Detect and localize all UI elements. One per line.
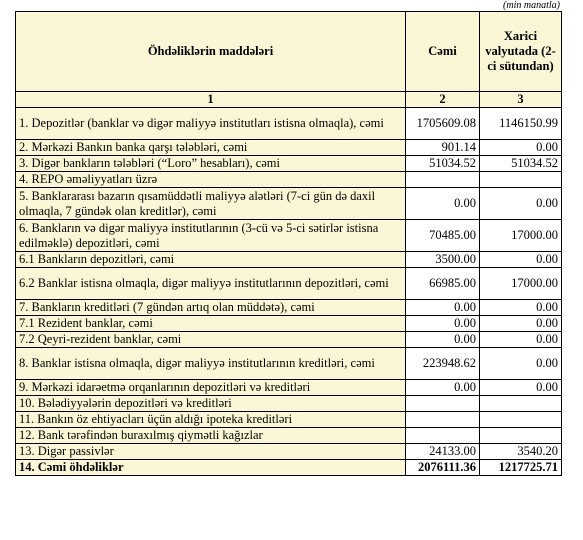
table-row — [16, 428, 562, 444]
row-total: 901.14 — [406, 140, 480, 156]
row-total: 0.00 — [406, 332, 480, 348]
row-total: 51034.52 — [406, 156, 480, 172]
header-number-1: 1 — [16, 92, 406, 108]
row-total: 0.00 — [406, 188, 480, 220]
row-foreign: 0.00 — [480, 380, 562, 396]
row-total: 0.00 — [406, 380, 480, 396]
header-items: Öhdəliklərin maddələri — [16, 12, 406, 92]
row-label: 6.2 Banklar istisna olmaqla, digər maliyyə institutlarının depozitləri, cəmi — [16, 268, 406, 300]
table-row — [16, 108, 562, 140]
row-foreign: 3540.20 — [480, 444, 562, 460]
row-total: 223948.62 — [406, 348, 480, 380]
row-label: 6.1 Bankların depozitləri, cəmi — [16, 252, 406, 268]
header-foreign-currency: Xarici valyutada (2-ci sütundan) — [480, 12, 562, 92]
row-foreign: 0.00 — [480, 348, 562, 380]
row-foreign — [480, 412, 562, 428]
row-foreign — [480, 172, 562, 188]
row-label: 14. Cəmi öhdəliklər — [16, 460, 406, 476]
table-row — [16, 156, 562, 172]
row-label: 9. Mərkəzi idarəetmə orqanlarının depozitləri və kreditləri — [16, 380, 406, 396]
table-row — [16, 268, 562, 300]
row-total — [406, 396, 480, 412]
header-number-3: 3 — [480, 92, 562, 108]
row-foreign: 0.00 — [480, 300, 562, 316]
row-label: 7.2 Qeyri-rezident banklar, cəmi — [16, 332, 406, 348]
unit-note: (min manatla) — [503, 0, 560, 11]
row-total: 2076111.36 — [406, 460, 480, 476]
table-row — [16, 396, 562, 412]
row-foreign: 0.00 — [480, 252, 562, 268]
row-total — [406, 172, 480, 188]
table-row — [16, 348, 562, 380]
row-foreign: 17000.00 — [480, 268, 562, 300]
row-total: 70485.00 — [406, 220, 480, 252]
table-row — [16, 140, 562, 156]
row-label: 13. Digər passivlər — [16, 444, 406, 460]
row-foreign: 1146150.99 — [480, 108, 562, 140]
table-row — [16, 316, 562, 332]
row-total: 0.00 — [406, 300, 480, 316]
row-label: 5. Banklararası bazarın qısamüddətli maliyyə alətləri (7-ci gün də daxil olmaqla, 7 gündək olan kreditlər), cəmi — [16, 188, 406, 220]
row-foreign — [480, 396, 562, 412]
row-total — [406, 412, 480, 428]
table-row — [16, 332, 562, 348]
row-label: 12. Bank tərəfindən buraxılmış qiymətli kağızlar — [16, 428, 406, 444]
row-total: 1705609.08 — [406, 108, 480, 140]
row-label: 10. Bələdiyyələrin depozitləri və kreditləri — [16, 396, 406, 412]
row-foreign: 1217725.71 — [480, 460, 562, 476]
row-label: 7.1 Rezident banklar, cəmi — [16, 316, 406, 332]
row-label: 3. Digər bankların tələbləri (“Loro” hesabları), cəmi — [16, 156, 406, 172]
liabilities-table — [15, 11, 562, 476]
header-number-2: 2 — [406, 92, 480, 108]
table-row — [16, 444, 562, 460]
table-row — [16, 220, 562, 252]
table-row — [16, 300, 562, 316]
header-total: Cəmi — [406, 12, 480, 92]
row-foreign: 17000.00 — [480, 220, 562, 252]
table-row — [16, 172, 562, 188]
row-label: 6. Bankların və digər maliyyə institutlarının (3-cü və 5-ci sətirlər istisna edilməklə) depozitləri, cəmi — [16, 220, 406, 252]
table-row-total — [16, 460, 562, 476]
table-row — [16, 412, 562, 428]
row-label: 4. REPO əməliyyatları üzrə — [16, 172, 406, 188]
table-row — [16, 188, 562, 220]
row-foreign: 0.00 — [480, 188, 562, 220]
row-total: 66985.00 — [406, 268, 480, 300]
row-foreign: 0.00 — [480, 332, 562, 348]
row-label: 7. Bankların kreditləri (7 gündən artıq olan müddətə), cəmi — [16, 300, 406, 316]
row-foreign — [480, 428, 562, 444]
row-foreign: 51034.52 — [480, 156, 562, 172]
row-label: 11. Bankın öz ehtiyacları üçün aldığı ipoteka kreditləri — [16, 412, 406, 428]
row-total — [406, 428, 480, 444]
table-row — [16, 252, 562, 268]
row-total: 24133.00 — [406, 444, 480, 460]
row-foreign: 0.00 — [480, 316, 562, 332]
row-total: 0.00 — [406, 316, 480, 332]
table-row — [16, 380, 562, 396]
row-foreign: 0.00 — [480, 140, 562, 156]
row-label: 2. Mərkəzi Bankın banka qarşı tələbləri, cəmi — [16, 140, 406, 156]
row-total: 3500.00 — [406, 252, 480, 268]
row-label: 8. Banklar istisna olmaqla, digər maliyyə institutlarının kreditləri, cəmi — [16, 348, 406, 380]
row-label: 1. Depozitlər (banklar və digər maliyyə institutları istisna olmaqla), cəmi — [16, 108, 406, 140]
